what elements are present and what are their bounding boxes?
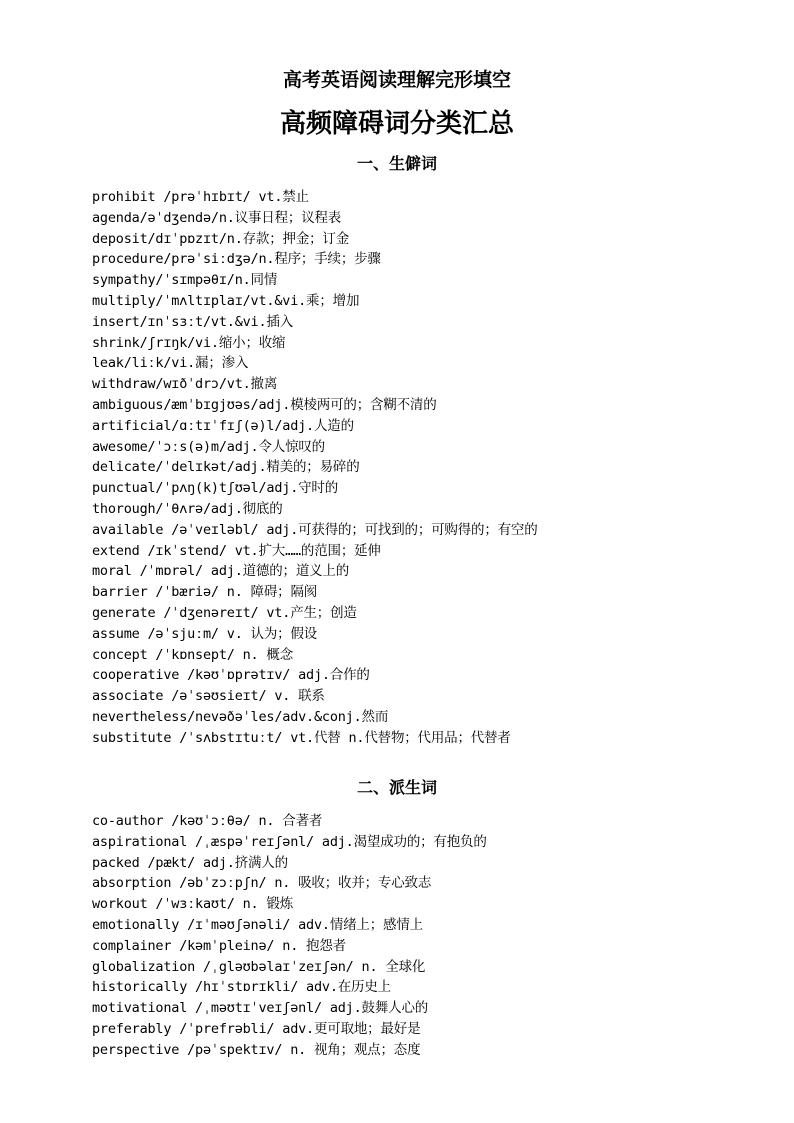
vocabulary-entry: moral /ˈmɒrəl/ adj.道德的；道义上的 (92, 563, 350, 580)
vocabulary-entry: packed /pækt/ adj.挤满人的 (92, 854, 288, 871)
vocabulary-entry: deposit/dɪˈpɒzɪt/n.存款；押金；订金 (92, 230, 350, 247)
vocabulary-entry: historically /hɪˈstɒrɪkli/ adv.在历史上 (92, 979, 391, 996)
vocabulary-entry: emotionally /ɪˈməʊʃənəli/ adv.情绪上；感情上 (92, 916, 423, 933)
vocabulary-entry: prohibit /prəˈhɪbɪt/ vt.禁止 (92, 189, 309, 205)
vocabulary-entry: withdraw/wɪðˈdrɔ/vt.撤离 (92, 376, 278, 393)
vocabulary-entry: generate /ˈdʒenəreɪt/ vt.产生；创造 (92, 604, 357, 621)
vocabulary-list-rare-words (92, 187, 772, 749)
vocabulary-entry: preferably /ˈprefrəbli/ adv.更可取地；最好是 (92, 1020, 421, 1037)
section-heading-derived-words: 二、派生词 (356, 778, 437, 797)
vocabulary-entry: punctual/ˈpʌŋ(k)tʃʊəl/adj.守时的 (92, 480, 339, 497)
vocabulary-entry: delicate/ˈdelɪkət/adj.精美的；易碎的 (92, 459, 360, 476)
vocabulary-entry: thorough/ˈθʌrə/adj.彻底的 (92, 500, 283, 517)
vocabulary-entry: barrier /ˈbæriə/ n. 障碍；隔阂 (92, 584, 318, 601)
vocabulary-entry: available /əˈveɪləbl/ adj.可获得的；可找到的；可购得的；有空的 (92, 521, 538, 538)
vocabulary-entry: assume /əˈsjuːm/ v. 认为；假设 (92, 625, 318, 642)
vocabulary-list-derived-words (92, 811, 772, 1061)
vocabulary-entry: complainer /kəmˈpleinə/ n. 抱怨者 (92, 937, 346, 954)
vocabulary-entry: insert/ɪnˈsɜːt/vt.&vi.插入 (92, 313, 294, 330)
vocabulary-entry: awesome/ˈɔːs(ə)m/adj.令人惊叹的 (92, 438, 325, 455)
vocabulary-entry: cooperative /kəʊˈɒprətɪv/ adj.合作的 (92, 667, 370, 684)
vocabulary-entry: absorption /əbˈzɔːpʃn/ n. 吸收；收并；专心致志 (92, 875, 432, 892)
document-title-line1: 高考英语阅读理解完形填空 (282, 69, 511, 91)
vocabulary-entry: procedure/prəˈsiːdʒə/n.程序；手续；步骤 (92, 251, 381, 268)
vocabulary-entry: associate /əˈsəʊsieɪt/ v. 联系 (92, 688, 325, 705)
vocabulary-entry: co-author /kəʊˈɔːθə/ n. 合著者 (92, 813, 323, 829)
vocabulary-entry: substitute /ˈsʌbstɪtuːt/ vt.代替 n.代替物；代用品；代替者 (92, 729, 511, 746)
vocabulary-entry: extend /ɪkˈstend/ vt.扩大……的范围；延伸 (92, 542, 381, 559)
vocabulary-entry: sympathy/ˈsɪmpəθɪ/n.同情 (92, 272, 278, 289)
vocabulary-entry: workout /ˈwɜːkaʊt/ n. 锻炼 (92, 896, 294, 913)
vocabulary-entry: shrink/ʃrɪŋk/vi.缩小；收缩 (92, 334, 286, 351)
vocabulary-entry: agenda/əˈdʒendə/n.议事日程；议程表 (92, 209, 342, 226)
vocabulary-entry: nevertheless/nevəðəˈles/adv.&conj.然而 (92, 708, 389, 725)
vocabulary-entry: multiply/ˈmʌltɪplaɪ/vt.&vi.乘；增加 (92, 292, 360, 309)
vocabulary-entry: aspirational /ˌæspəˈreɪʃənl/ adj.渴望成功的；有抱负的 (92, 833, 487, 850)
vocabulary-entry: motivational /ˌməʊtɪˈveɪʃənl/ adj.鼓舞人心的 (92, 1000, 429, 1017)
section-heading-rare-words: 一、生僻词 (356, 154, 437, 173)
vocabulary-entry: globalization /ˌgləʊbəlaɪˈzeɪʃən/ n. 全球化 (92, 958, 426, 975)
vocabulary-entry: concept /ˈkɒnsept/ n. 概念 (92, 646, 294, 663)
vocabulary-entry: leak/liːk/vi.漏；渗入 (92, 355, 249, 372)
vocabulary-entry: artificial/ɑːtɪˈfɪʃ(ə)l/adj.人造的 (92, 417, 354, 434)
vocabulary-entry: ambiguous/æmˈbɪgjʊəs/adj.模棱两可的；含糊不清的 (92, 396, 437, 413)
document-title-line2: 高频障碍词分类汇总 (279, 109, 514, 139)
vocabulary-entry: perspective /pəˈspektɪv/ n. 视角；观点；态度 (92, 1041, 421, 1058)
